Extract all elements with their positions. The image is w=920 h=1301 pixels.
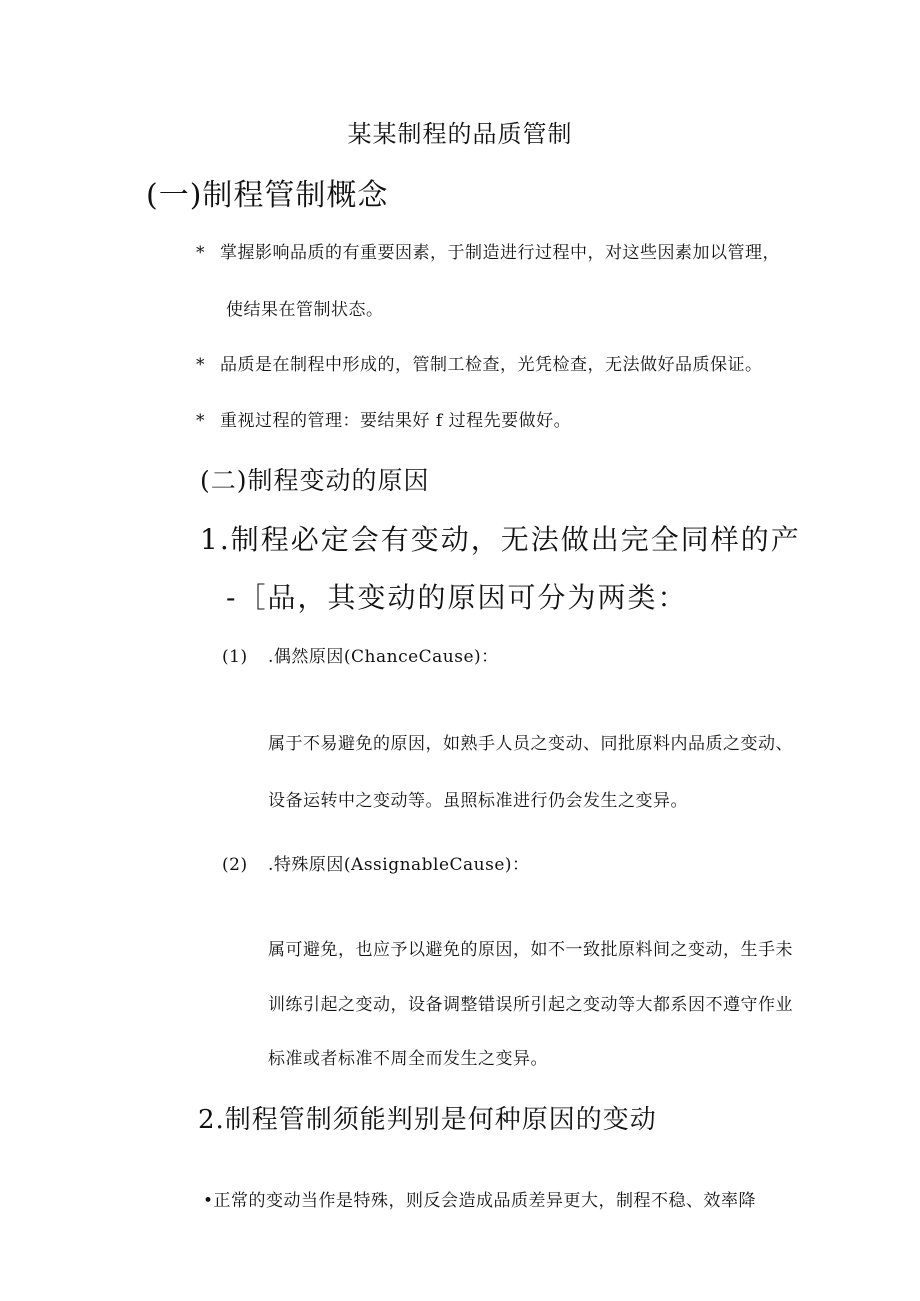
cause-1-text-line-1: 属于不易避免的原因，如熟手人员之变动、同批原料内品质之变动、: [268, 734, 793, 754]
bullet-text: 品质是在制程中形成的，管制工检查，光凭检查，无法做好品质保证。: [220, 355, 763, 375]
cause-number: (2): [222, 855, 248, 875]
cause-label: .偶然原因(ChanceCause)：: [268, 647, 499, 667]
point-2-bullet: •正常的变动当作是特殊，则反会造成品质差异更大，制程不稳、效率降: [203, 1191, 757, 1211]
concept-bullet-1-continuation: 使结果在管制状态。: [226, 300, 384, 320]
section-heading-causes: (二)制程变动的原因: [200, 466, 430, 495]
concept-bullet-1: [196, 238, 780, 263]
concept-bullet-2: [196, 350, 763, 375]
document-title: 某某制程的品质管制: [347, 120, 573, 148]
cause-1-heading: [222, 642, 499, 667]
point-1-line-1: 1.制程必定会有变动，无法做出完全同样的产: [200, 523, 801, 556]
cause-number: (1): [222, 647, 248, 667]
bullet-marker: *: [196, 411, 205, 431]
bullet-text: 掌握影响品质的有重要因素，于制造进行过程中，对这些因素加以管理，: [220, 243, 780, 263]
point-2-heading: 2.制程管制须能判别是何种原因的变动: [198, 1105, 657, 1135]
section-heading-concept: (一)制程管制概念: [146, 178, 389, 213]
cause-2-text-line-1: 属可避免，也应予以避免的原因，如不一致批原料间之变动，生手未: [268, 940, 793, 960]
concept-bullet-3: [196, 406, 571, 431]
bullet-text: 重视过程的管理：要结果好 f 过程先要做好。: [220, 411, 572, 431]
cause-1-text-line-2: 设备运转中之变动等。虽照标准进行仍会发生之变异。: [268, 791, 688, 811]
cause-2-text-line-3: 标准或者标准不周全而发生之变异。: [268, 1049, 548, 1069]
cause-label: .特殊原因(AssignableCause)：: [268, 855, 530, 875]
bullet-marker: *: [196, 355, 205, 375]
bullet-marker: *: [196, 243, 205, 263]
point-1-line-2: -［品，其变动的原因可分为两类：: [226, 581, 688, 614]
cause-2-text-line-2: 训练引起之变动，设备调整错误所引起之变动等大都系因不遵守作业: [268, 995, 793, 1015]
cause-2-heading: [222, 850, 530, 875]
